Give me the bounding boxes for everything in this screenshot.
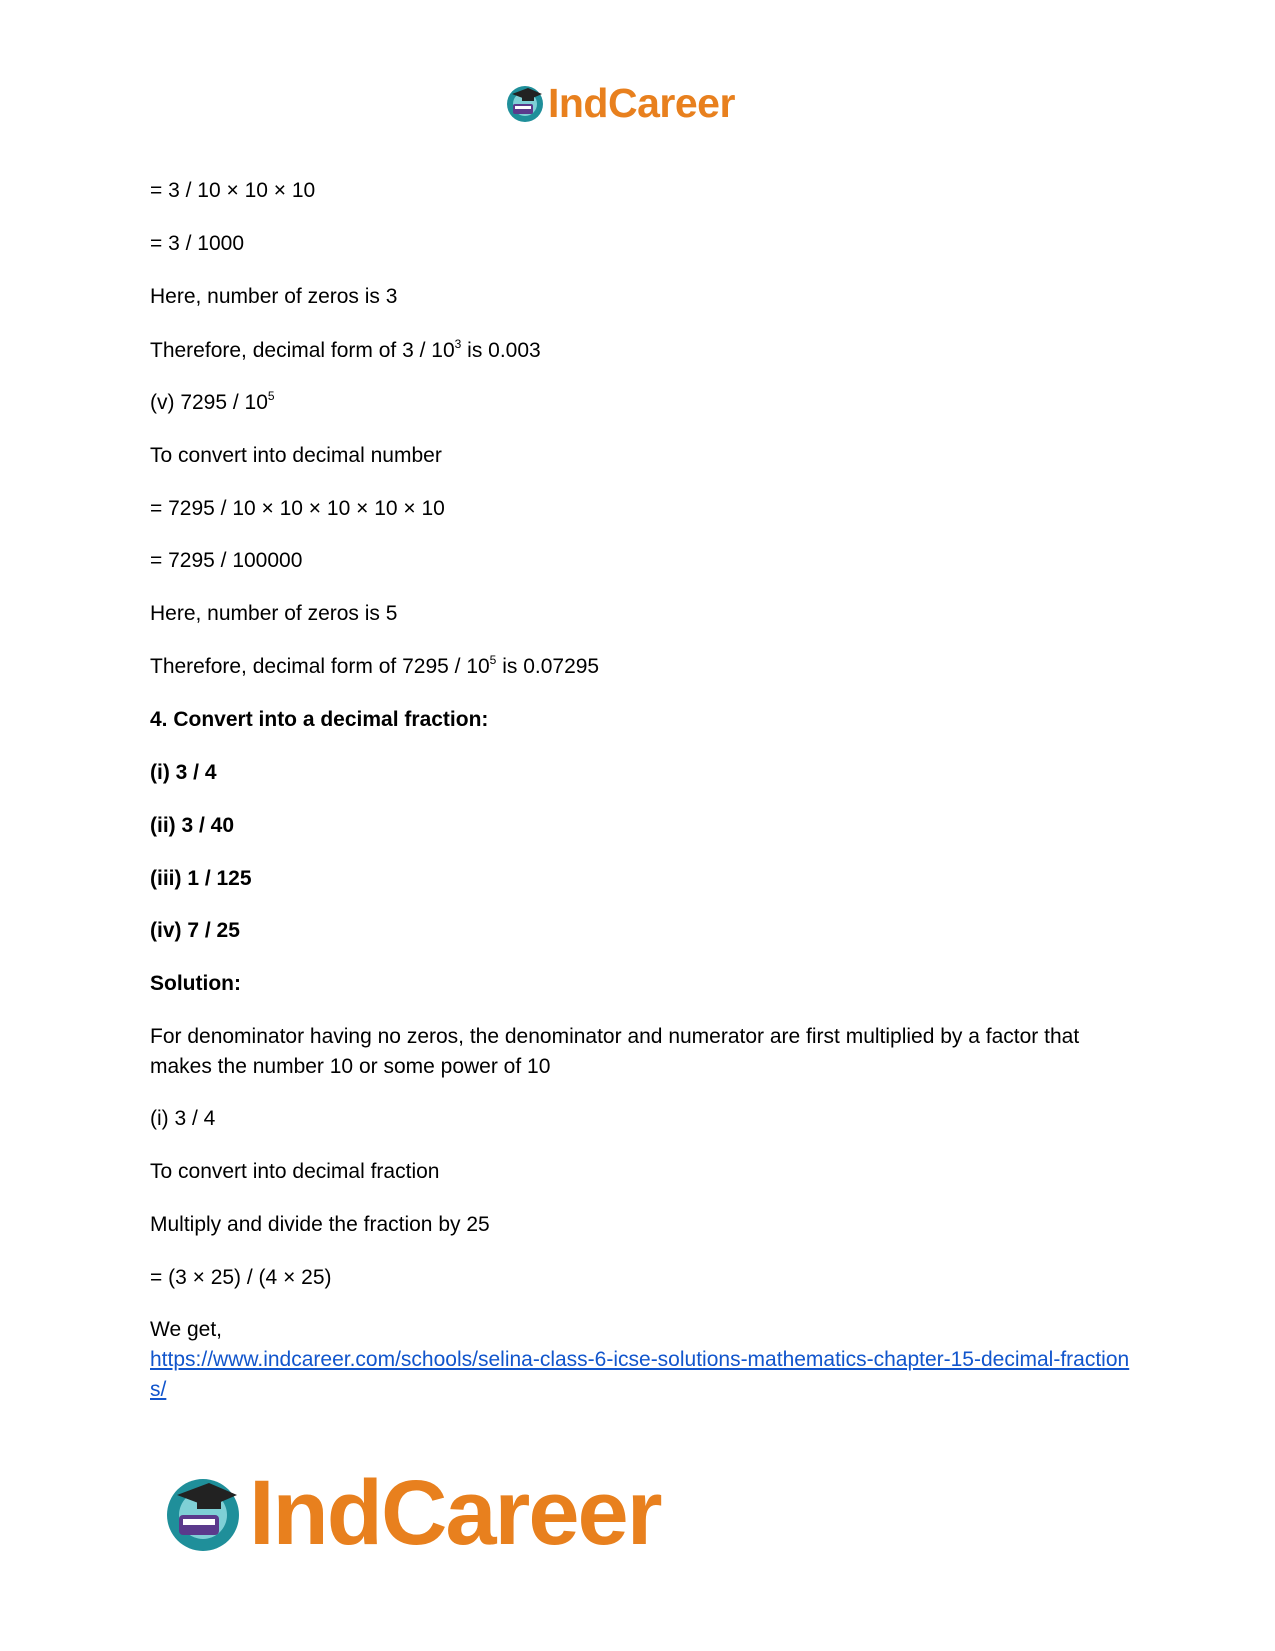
question-item: (ii) 3 / 40 — [150, 814, 235, 837]
question-item: (iv) 7 / 25 — [150, 919, 240, 942]
text-line: Here, number of zeros is 5 — [150, 602, 398, 625]
graduation-book-icon — [504, 82, 546, 124]
text-line: Multiply and divide the fraction by 25 — [150, 1213, 490, 1236]
exponent: 5 — [489, 653, 497, 667]
solution-heading: Solution: — [150, 972, 241, 995]
graduation-book-icon — [161, 1471, 245, 1555]
indcareer-logo-top — [504, 80, 735, 126]
text-segment: (v) 7295 / 10 — [150, 391, 268, 414]
text-segment: is 0.003 — [461, 339, 541, 362]
question-heading: 4. Convert into a decimal fraction: — [150, 708, 489, 731]
question-item: (i) 3 / 4 — [150, 761, 217, 784]
text-line — [150, 652, 599, 682]
text-line: We get, — [150, 1318, 222, 1341]
explanation-paragraph: For denominator having no zeros, the denominator and numerator are first multiplied by a factor that makes the number 10 or some power of 10 — [150, 1025, 1080, 1078]
text-line: To convert into decimal fraction — [150, 1160, 440, 1183]
text-line: = 3 / 10 × 10 × 10 — [150, 179, 316, 202]
text-segment: Therefore, decimal form of 3 / 10 — [150, 339, 455, 362]
text-line: = 7295 / 10 × 10 × 10 × 10 × 10 — [150, 497, 445, 520]
text-line: = 7295 / 100000 — [150, 549, 303, 572]
text-segment: is 0.07295 — [496, 655, 600, 678]
indcareer-logo-bottom — [161, 1461, 661, 1564]
text-line: = 3 / 1000 — [150, 232, 244, 255]
text-line — [150, 336, 541, 366]
text-line: Here, number of zeros is 3 — [150, 285, 398, 308]
exponent: 3 — [454, 337, 462, 351]
logo-wordmark: IndCareer — [548, 79, 735, 126]
text-line: (i) 3 / 4 — [150, 1107, 216, 1130]
text-line: To convert into decimal number — [150, 444, 442, 467]
question-item: (iii) 1 / 125 — [150, 867, 252, 890]
exponent: 5 — [267, 389, 275, 403]
text-line — [150, 388, 275, 418]
source-link[interactable]: https://www.indcareer.com/schools/selina-class-6-icse-solutions-mathematics-chapter-15-decimal-fractions/ — [150, 1348, 1130, 1401]
text-line: = (3 × 25) / (4 × 25) — [150, 1266, 332, 1289]
logo-wordmark: IndCareer — [249, 1461, 661, 1564]
text-segment: Therefore, decimal form of 7295 / 10 — [150, 655, 490, 678]
